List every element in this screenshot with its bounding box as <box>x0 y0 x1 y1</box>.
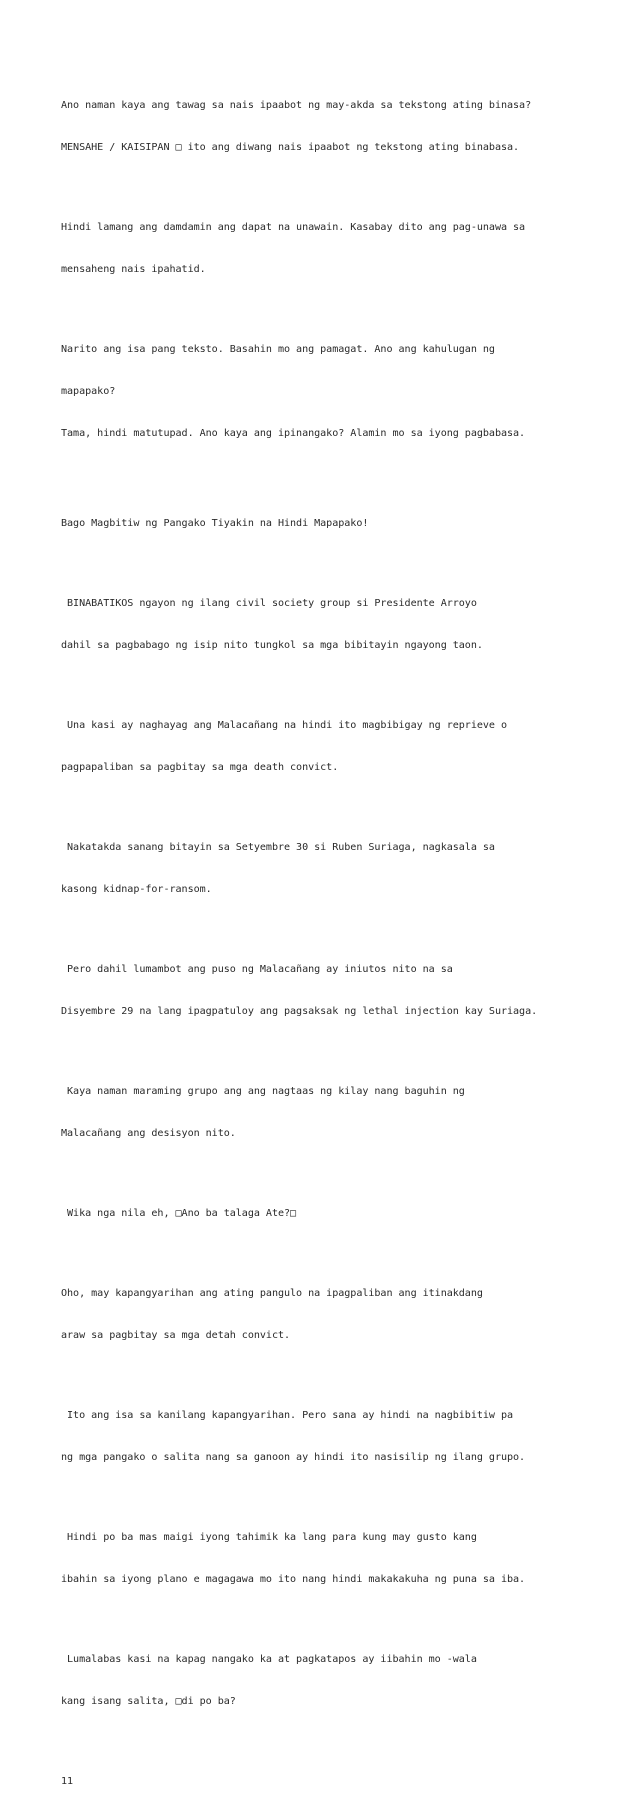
text-line: Wika nga nila eh, □Ano ba talaga Ate?□ <box>61 1208 297 1219</box>
text-line: araw sa pagbitay sa mga detah convict. <box>61 1330 291 1341</box>
document-page <box>61 71 621 1806</box>
text-line: Bago Magbitiw ng Pangako Tiyakin na Hindi Mapapako! <box>61 518 369 529</box>
article-paragraph <box>61 813 621 925</box>
text-line: Ano naman kaya ang tawag sa nais ipaabot ng may-akda sa tekstong ating binasa? <box>61 100 532 111</box>
text-line: mensaheng nais ipahatid. <box>61 264 206 275</box>
text-line: ibahin sa iyong plano e magagawa mo ito nang hindi makakakuha ng puna sa iba. <box>61 1574 526 1585</box>
article-paragraph <box>61 1503 621 1615</box>
text-line: pagpapaliban sa pagbitay sa mga death convict. <box>61 762 339 773</box>
text-line: MENSAHE / KAISIPAN □ ito ang diwang nais ipaabot ng tekstong ating binabasa. <box>61 142 520 153</box>
text-line: Pero dahil lumambot ang puso ng Malacañang ay iniutos nito na sa <box>61 964 453 975</box>
text-line: Kaya naman maraming grupo ang ang nagtaas ng kilay nang baguhin ng <box>61 1086 465 1097</box>
text-line: BINABATIKOS ngayon ng ilang civil society group si Presidente Arroyo <box>61 598 477 609</box>
article-paragraph <box>61 1057 621 1169</box>
text-line: Narito ang isa pang teksto. Basahin mo ang pamagat. Ano ang kahulugan ng <box>61 344 495 355</box>
article-paragraph <box>61 569 621 681</box>
article-paragraph <box>61 1381 621 1493</box>
article-paragraph <box>61 1259 621 1371</box>
article-paragraph <box>61 1625 621 1737</box>
text-line: dahil sa pagbabago ng isip nito tungkol sa mga bibitayin ngayong taon. <box>61 640 483 651</box>
text-line: Ito ang isa sa kanilang kapangyarihan. Pero sana ay hindi na nagbibitiw pa <box>61 1410 514 1421</box>
article-title <box>61 489 621 559</box>
article-paragraph <box>61 691 621 803</box>
spacer <box>61 479 621 489</box>
paragraph-another-text <box>61 315 621 469</box>
text-line: kasong kidnap-for-ransom. <box>61 884 212 895</box>
text-line: mapapako? <box>61 386 116 397</box>
article-paragraph <box>61 935 621 1047</box>
text-line: Disyembre 29 na lang ipagpatuloy ang pagsaksak ng lethal injection kay Suriaga. <box>61 1006 538 1017</box>
text-line: Una kasi ay naghayag ang Malacañang na hindi ito magbibigay ng reprieve o <box>61 720 507 731</box>
article-paragraph <box>61 1179 621 1249</box>
text-line: 11 <box>61 1776 74 1787</box>
text-line: Hindi lamang ang damdamin ang dapat na unawain. Kasabay dito ang pag-unawa sa <box>61 222 526 233</box>
text-line: Malacañang ang desisyon nito. <box>61 1128 236 1139</box>
text-line: ng mga pangako o salita nang sa ganoon ay hindi ito nasisilip ng ilang grupo. <box>61 1452 526 1463</box>
paragraph-intro-question <box>61 71 621 183</box>
text-line: Oho, may kapangyarihan ang ating pangulo na ipagpaliban ang itinakdang <box>61 1288 483 1299</box>
paragraph-understanding <box>61 193 621 305</box>
text-line: Tama, hindi matutupad. Ano kaya ang ipinangako? Alamin mo sa iyong pagbabasa. <box>61 428 526 439</box>
page-number <box>61 1747 621 1806</box>
text-line: Hindi po ba mas maigi iyong tahimik ka lang para kung may gusto kang <box>61 1532 477 1543</box>
text-line: kang isang salita, □di po ba? <box>61 1696 236 1707</box>
text-line: Lumalabas kasi na kapag nangako ka at pagkatapos ay iibahin mo -wala <box>61 1654 477 1665</box>
text-line: Nakatakda sanang bitayin sa Setyembre 30 si Ruben Suriaga, nagkasala sa <box>61 842 495 853</box>
